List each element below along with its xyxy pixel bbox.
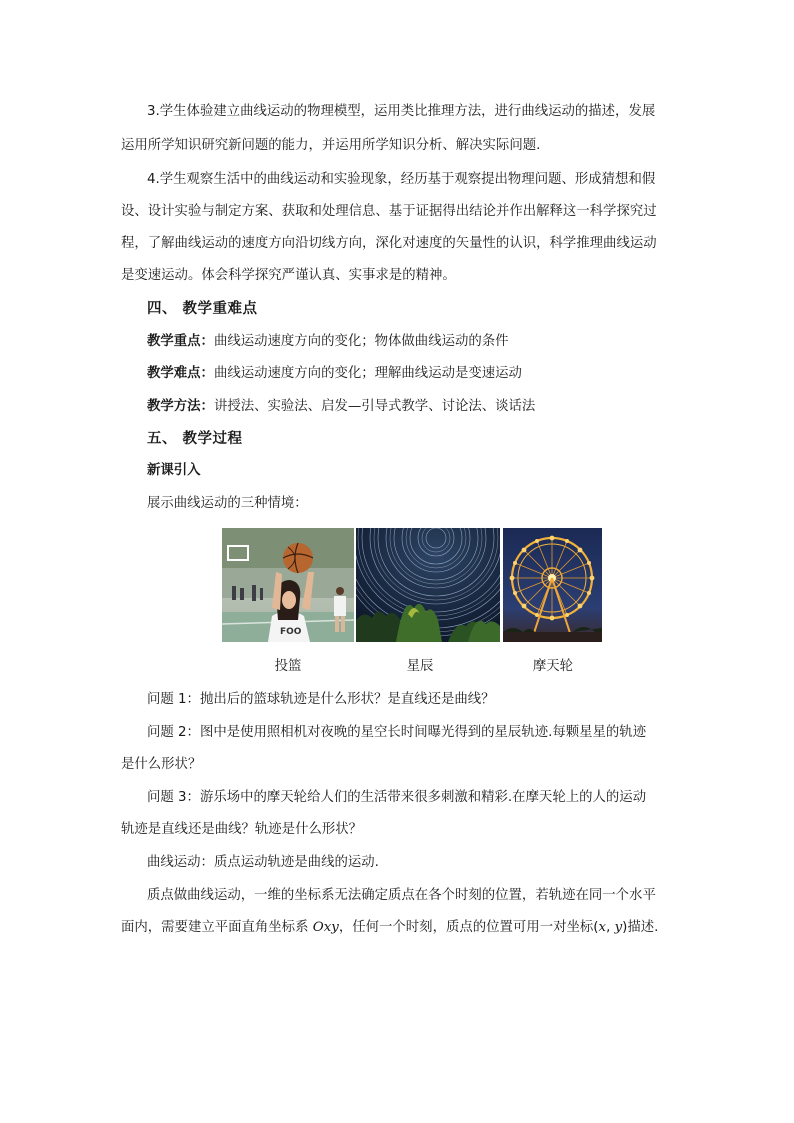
question-3-line-2: 轨迹是直线还是曲线？轨迹是什么形状？: [121, 822, 363, 837]
question-3-line-1: 问题 3：游乐场中的摩天轮给人们的生活带来很多刺激和精彩.在摩天轮上的人的运动: [147, 790, 647, 805]
coordinate-text-a: 面内，需要建立平面直角坐标系: [121, 920, 313, 935]
coordinate-separator: ,: [606, 920, 615, 935]
caption-ferris-wheel: 摩天轮: [532, 659, 574, 674]
caption-stars: 星辰: [406, 659, 434, 674]
star-trail-photo-graphic: [356, 528, 500, 642]
curvilinear-motion-definition: 曲线运动：质点运动轨迹是曲线的运动.: [147, 855, 379, 870]
key-points-label: 教学重点：: [147, 334, 214, 349]
question-2-line-1: 问题 2：图中是使用照相机对夜晚的星空长时间曝光得到的星辰轨迹.每颗星星的轨迹: [147, 725, 647, 740]
ferris-wheel-photo: [503, 528, 602, 642]
teaching-methods-label: 教学方法：: [147, 399, 214, 414]
new-lesson-intro-label: 新课引入: [147, 463, 201, 478]
question-2-line-2: 是什么形状？: [121, 757, 202, 772]
objective-3-line-2: 运用所学知识研究新问题的能力，并运用所学知识分析、解决实际问题.: [121, 138, 541, 153]
teaching-methods-row: [147, 397, 677, 417]
svg-text:FOO: FOO: [280, 627, 302, 637]
difficult-points-text: 曲线运动速度方向的变化；理解曲线运动是变速运动: [213, 366, 522, 381]
ferris-wheel-photo-graphic: [503, 528, 602, 642]
coordinate-paragraph-line-1: 质点做曲线运动，一维的坐标系无法确定质点在各个时刻的位置，若轨迹在同一个水平: [147, 888, 656, 903]
teaching-methods-text: 讲授法、实验法、启发—引导式教学、讨论法、谈话法: [213, 399, 536, 414]
coordinate-text-b: ，任何一个时刻，质点的位置可用一对坐标(: [338, 920, 599, 935]
coordinate-x-symbol: x: [598, 920, 607, 935]
basketball-photo: [222, 528, 354, 642]
coordinate-y-symbol: y: [614, 920, 623, 935]
key-points-text: 曲线运动速度方向的变化；物体做曲线运动的条件: [213, 334, 509, 349]
caption-basketball: 投篮: [274, 659, 302, 674]
coordinate-paragraph-line-2: [121, 918, 681, 938]
objective-3-line-1: 3.学生体验建立曲线运动的物理模型，运用类比推理方法，进行曲线运动的描述，发展: [147, 104, 656, 119]
section-4-heading: 四、 教学重难点: [147, 301, 258, 317]
section-5-heading: 五、 教学过程: [147, 431, 243, 447]
question-1: 问题 1：抛出后的篮球轨迹是什么形状？是直线还是曲线？: [147, 692, 495, 707]
coordinate-system-symbol: Oxy: [312, 920, 339, 935]
objective-4-line-1: 4.学生观察生活中的曲线运动和实验现象，经历基于观察提出物理问题、形成猜想和假: [147, 172, 656, 187]
objective-4-line-4: 是变速运动。体会科学探究严谨认真、实事求是的精神。: [121, 268, 456, 283]
coordinate-text-c: )描述.: [622, 920, 659, 935]
show-scenarios-text: 展示曲线运动的三种情境：: [147, 496, 308, 511]
star-trail-photo: [356, 528, 500, 642]
key-points-row: [147, 332, 677, 352]
objective-4-line-3: 程，了解曲线运动的速度方向沿切线方向，深化对速度的矢量性的认识，科学推理曲线运动: [121, 236, 657, 251]
basketball-photo-graphic: [222, 528, 354, 642]
objective-4-line-2: 设、设计实验与制定方案、获取和处理信息、基于证据得出结论并作出解释这一科学探究过: [121, 204, 657, 219]
difficult-points-label: 教学难点：: [147, 366, 214, 381]
difficult-points-row: [147, 364, 677, 384]
